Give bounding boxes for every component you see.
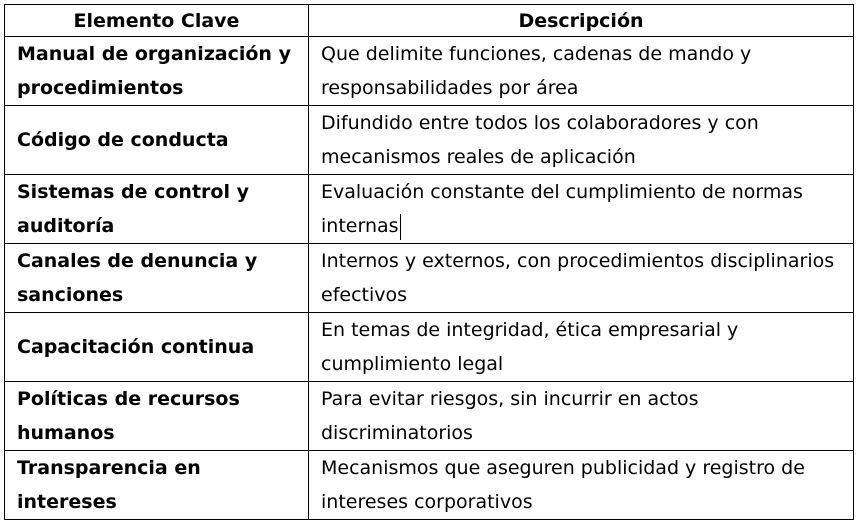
header-key: Elemento Clave: [5, 5, 309, 37]
table-row: [5, 37, 854, 106]
description-cell: Mecanismos que aseguren publicidad y registro de intereses corporativos: [309, 451, 854, 520]
table-row: [5, 175, 854, 244]
table-row: [5, 244, 854, 313]
description-cell: Para evitar riesgos, sin incurrir en actos discriminatorios: [309, 382, 854, 451]
key-cell: Transparencia en intereses: [5, 451, 309, 520]
table-row: [5, 313, 854, 382]
header-description: Descripción: [309, 5, 854, 37]
key-elements-table: [4, 4, 854, 520]
description-cell: Difundido entre todos los colaboradores y con mecanismos reales de aplicación: [309, 106, 854, 175]
description-text: Evaluación constante del cumplimiento de normas internas: [321, 181, 803, 237]
table-row: [5, 382, 854, 451]
key-cell: Capacitación continua: [5, 313, 309, 382]
description-cell: Que delimite funciones, cadenas de mando y responsabilidades por área: [309, 37, 854, 106]
table-row: [5, 451, 854, 520]
description-cell: Internos y externos, con procedimientos disciplinarios efectivos: [309, 244, 854, 313]
key-cell: Canales de denuncia y sanciones: [5, 244, 309, 313]
key-cell: Políticas de recursos humanos: [5, 382, 309, 451]
key-cell: Manual de organización y procedimientos: [5, 37, 309, 106]
table-row: [5, 106, 854, 175]
key-cell: Código de conducta: [5, 106, 309, 175]
text-cursor: [400, 214, 401, 240]
table-header-row: [5, 5, 854, 37]
key-cell: Sistemas de control y auditoría: [5, 175, 309, 244]
description-cell: En temas de integridad, ética empresarial y cumplimiento legal: [309, 313, 854, 382]
description-cell-editing[interactable]: [309, 175, 854, 244]
